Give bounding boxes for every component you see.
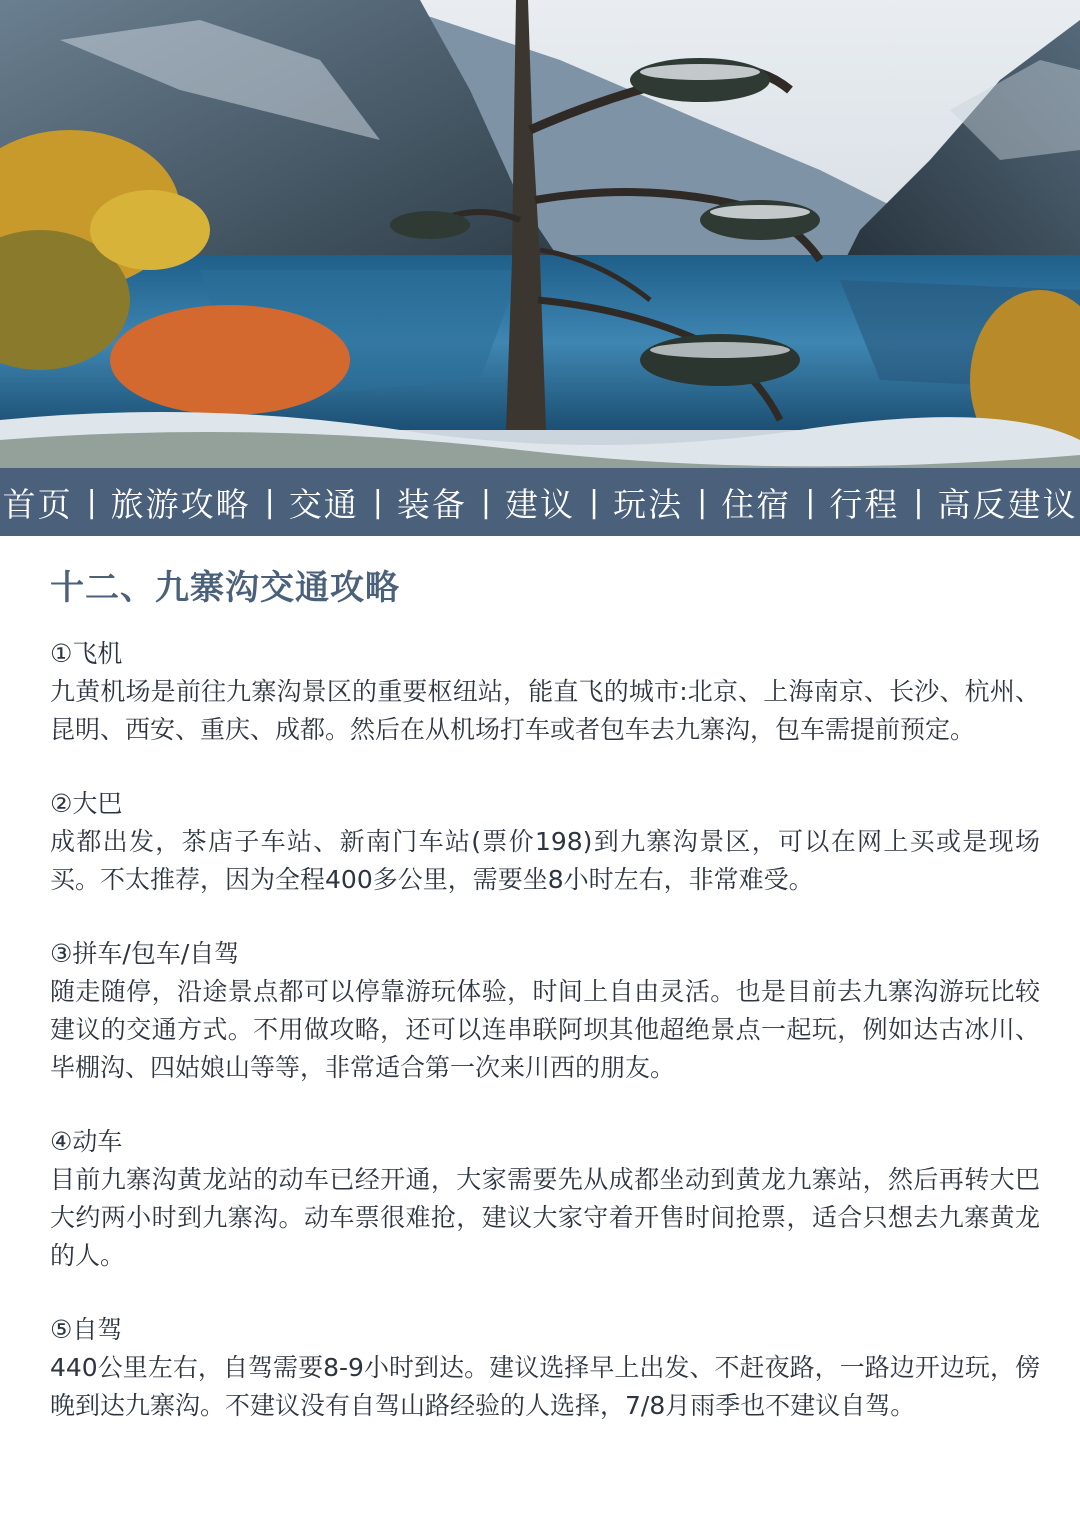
- nav-separator: |: [589, 484, 600, 520]
- landscape-photo-icon: [0, 0, 1080, 468]
- section-body: 440公里左右，自驾需要8-9小时到达。建议选择早上出发、不赶夜路，一路边开边玩，傍晚到达九寨沟。不建议没有自驾山路经验的人选择，7/8月雨季也不建议自驾。: [50, 1353, 1040, 1420]
- section-body: 目前九寨沟黄龙站的动车已经开通，大家需要先从成都坐动到黄龙九寨站，然后再转大巴大约两小时到九寨沟。动车票很难抢，建议大家守着开售时间抢票，适合只想去九寨黄龙的人。: [50, 1165, 1040, 1270]
- nav-separator: |: [913, 484, 924, 520]
- section-3: [50, 935, 1040, 1087]
- article-sections: [50, 635, 1040, 1425]
- nav-item-2[interactable]: 交通: [288, 484, 359, 524]
- section-body: 九黄机场是前往九寨沟景区的重要枢纽站，能直飞的城市:北京、上海南京、长沙、杭州、昆明、西安、重庆、成都。然后在从机场打车或者包车去九寨沟，包车需提前预定。: [50, 677, 1040, 744]
- nav-separator: |: [697, 484, 708, 520]
- nav-item-6[interactable]: 住宿: [721, 484, 792, 524]
- nav-separator: |: [86, 484, 97, 520]
- section-heading: ⑤自驾: [50, 1315, 123, 1344]
- nav-item-7[interactable]: 行程: [829, 484, 900, 524]
- nav-bar: [0, 468, 1080, 536]
- article-title: 十二、九寨沟交通攻略: [50, 568, 400, 608]
- section-4: [50, 1123, 1040, 1275]
- section-body: 随走随停，沿途景点都可以停靠游玩体验，时间上自由灵活。也是目前去九寨沟游玩比较建议的交通方式。不用做攻略，还可以连串联阿坝其他超绝景点一起玩，例如达古冰川、毕棚沟、四姑娘山等等，非常适合第一次来川西的朋友。: [50, 977, 1040, 1082]
- nav-separator: |: [264, 484, 275, 520]
- section-heading: ①飞机: [50, 639, 123, 668]
- section-heading: ②大巴: [50, 789, 123, 818]
- nav-item-4[interactable]: 建议: [505, 484, 575, 524]
- nav-separator: |: [805, 484, 816, 520]
- section-5: [50, 1311, 1040, 1425]
- nav-item-0[interactable]: 首页: [2, 484, 73, 524]
- section-body: 成都出发，茶店子车站、新南门车站(票价198)到九寨沟景区，可以在网上买或是现场买。不太推荐，因为全程400多公里，需要坐8小时左右，非常难受。: [50, 827, 1040, 894]
- nav-item-8[interactable]: 高反建议: [937, 484, 1078, 524]
- nav-item-5[interactable]: 玩法: [613, 484, 684, 524]
- nav-item-3[interactable]: 装备: [396, 484, 467, 524]
- section-heading: ④动车: [50, 1127, 123, 1156]
- section-1: [50, 635, 1040, 749]
- hero-photo: [0, 0, 1080, 468]
- nav-separator: |: [480, 484, 491, 520]
- nav-separator: |: [372, 484, 383, 520]
- section-2: [50, 785, 1040, 899]
- section-heading: ③拼车/包车/自驾: [50, 939, 240, 968]
- nav-item-1[interactable]: 旅游攻略: [110, 484, 251, 524]
- article: [50, 560, 1040, 1461]
